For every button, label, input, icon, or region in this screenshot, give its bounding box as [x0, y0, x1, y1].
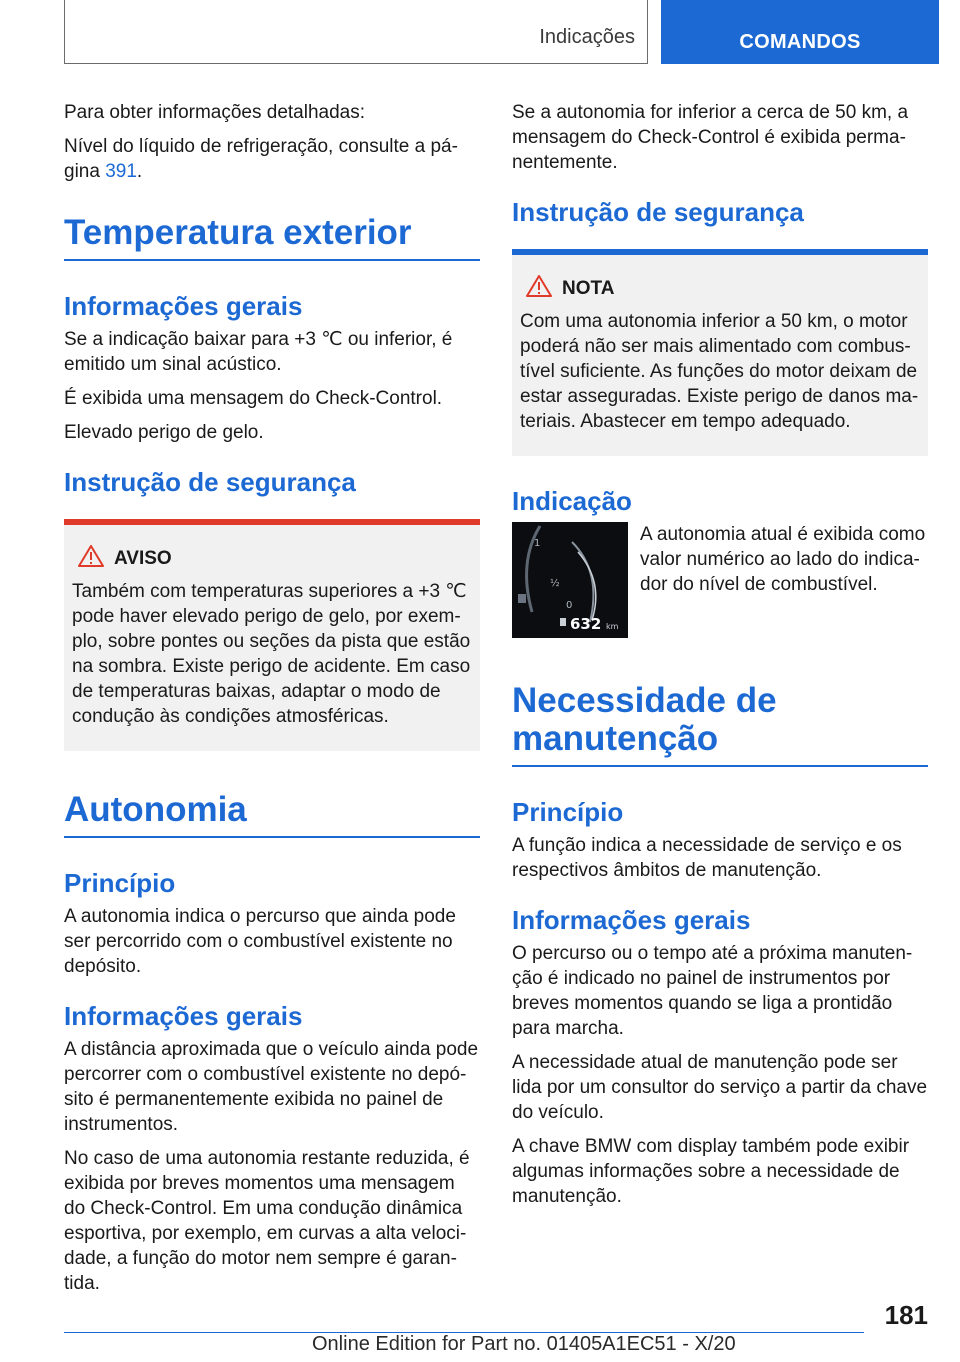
- manutencao-paragraph-3: A chave BMW com display também pode exibir algumas informações sobre a necessidade de manutenção.: [512, 1136, 910, 1207]
- page-link-391[interactable]: 391: [105, 161, 137, 182]
- heading-autonomia: Autonomia: [64, 791, 480, 838]
- fuel-pump-icon: [518, 594, 526, 603]
- temp-paragraph-1: Se a indicação baixar para +3 ℃ ou inferior, é emitido um sinal acústico.: [64, 329, 453, 375]
- heading-informacoes-gerais-manutencao: Informações gerais: [512, 905, 751, 935]
- manutencao-principio-text: A função indica a necessidade de serviço e os respectivos âmbitos de manutenção.: [512, 835, 902, 881]
- header-section-title: Indicações: [539, 26, 635, 48]
- heading-instrucao-seguranca-autonomia: Instrução de segurança: [512, 197, 804, 227]
- heading-informacoes-gerais-autonomia: Informações gerais: [64, 1001, 303, 1031]
- fuel-range-figure: [512, 522, 928, 638]
- fuel-pump-small-icon: [560, 618, 566, 626]
- note-title-row: [526, 275, 920, 303]
- autonomia-info-paragraph-1: A distância aproximada que o veículo ainda pode percorrer com o combustível existente no depó-sito é permanentemente exibida no painel de instrumentos.: [64, 1039, 479, 1135]
- note-box: [512, 249, 928, 456]
- warning-triangle-icon: [78, 545, 104, 573]
- left-column: [64, 100, 480, 1305]
- autonomia-50km-text: Se a autonomia for inferior a cerca de 50 km, a mensagem do Check-Control é exibida perma-nentemente.: [512, 102, 909, 173]
- page-number: 181: [884, 1300, 928, 1330]
- heading-indicacao: Indicação: [512, 486, 632, 516]
- autonomia-info-paragraph-2: No caso de uma autonomia restante reduzida, é exibida por breves momentos uma mensagem do Check-Control. Em uma condução dinâmica esportiva, por exemplo, em curvas a alta veloci-dade, a função do motor nem sempre é garan-tida.: [64, 1148, 470, 1294]
- note-triangle-icon: [526, 275, 552, 303]
- heading-instrucao-seguranca-temp: Instrução de segurança: [64, 467, 356, 497]
- fuel-gauge-image: [512, 522, 628, 638]
- temp-paragraph-2: É exibida uma mensagem do Check-Control.: [64, 388, 443, 409]
- intro-paragraph-2: [64, 134, 480, 184]
- intro-paragraph-1: Para obter informações detalhadas:: [64, 102, 366, 123]
- indicacao-text: A autonomia atual é exibida como valor numérico ao lado do indica-dor do nível de combustível.: [640, 524, 926, 595]
- warning-title-row: [78, 545, 472, 573]
- warning-title: AVISO: [114, 548, 172, 569]
- gauge-range-unit: km: [606, 622, 619, 631]
- manutencao-paragraph-1: O percurso ou o tempo até a próxima manuten-ção é indicado no painel de instrumentos por breves momentos quando se liga a prontidão para marcha.: [512, 943, 913, 1039]
- autonomia-principio-text: A autonomia indica o percurso que ainda pode ser percorrido com o combustível existente no depósito.: [64, 906, 456, 977]
- gauge-range-value: 632: [570, 615, 602, 633]
- intro-text: Nível do líquido de refrigeração, consulte a pá-gina: [64, 136, 458, 182]
- heading-necessidade-manutencao: Necessidade de manutenção: [512, 682, 928, 767]
- temp-paragraph-3: Elevado perigo de gelo.: [64, 422, 264, 443]
- note-text: Com uma autonomia inferior a 50 km, o motor poderá não ser mais alimentado com combus-tível suficiente. As funções do motor deixam de estar asseguradas. Existe perigo de danos ma-teriais. Abastecer em tempo adequado.: [520, 311, 919, 432]
- note-title: NOTA: [562, 278, 615, 299]
- intro-end: .: [136, 161, 143, 182]
- right-column: [512, 100, 928, 1218]
- warning-box: [64, 519, 480, 751]
- warning-text: Também com temperaturas superiores a +3 ℃ pode haver elevado perigo de gelo, por exem-plo, sobre pontes ou seções da pista que estão na sombra. Existe perigo de acidente. Em caso de temperaturas baixas, adaptar o modo de condução às condições atmosféricas.: [72, 581, 471, 727]
- manutencao-paragraph-2: A necessidade atual de manutenção pode ser lida por um consultor do serviço a partir da chave do veículo.: [512, 1052, 928, 1123]
- footer-edition-text: Online Edition for Part no. 01405A1EC51 - X/20: [312, 1333, 736, 1355]
- fuel-gauge-graphic: [512, 522, 628, 638]
- heading-principio-manutencao: Princípio: [512, 797, 624, 827]
- header-chapter-tab: COMANDOS: [661, 0, 939, 64]
- heading-principio-autonomia: Princípio: [64, 868, 176, 898]
- gauge-mark-1: 1: [534, 538, 541, 549]
- gauge-mark-0: 0: [566, 600, 573, 611]
- heading-informacoes-gerais-temp: Informações gerais: [64, 291, 303, 321]
- heading-temperatura-exterior: Temperatura exterior: [64, 214, 480, 261]
- header-section-tab: [64, 0, 648, 64]
- gauge-mark-half: ½: [550, 578, 560, 589]
